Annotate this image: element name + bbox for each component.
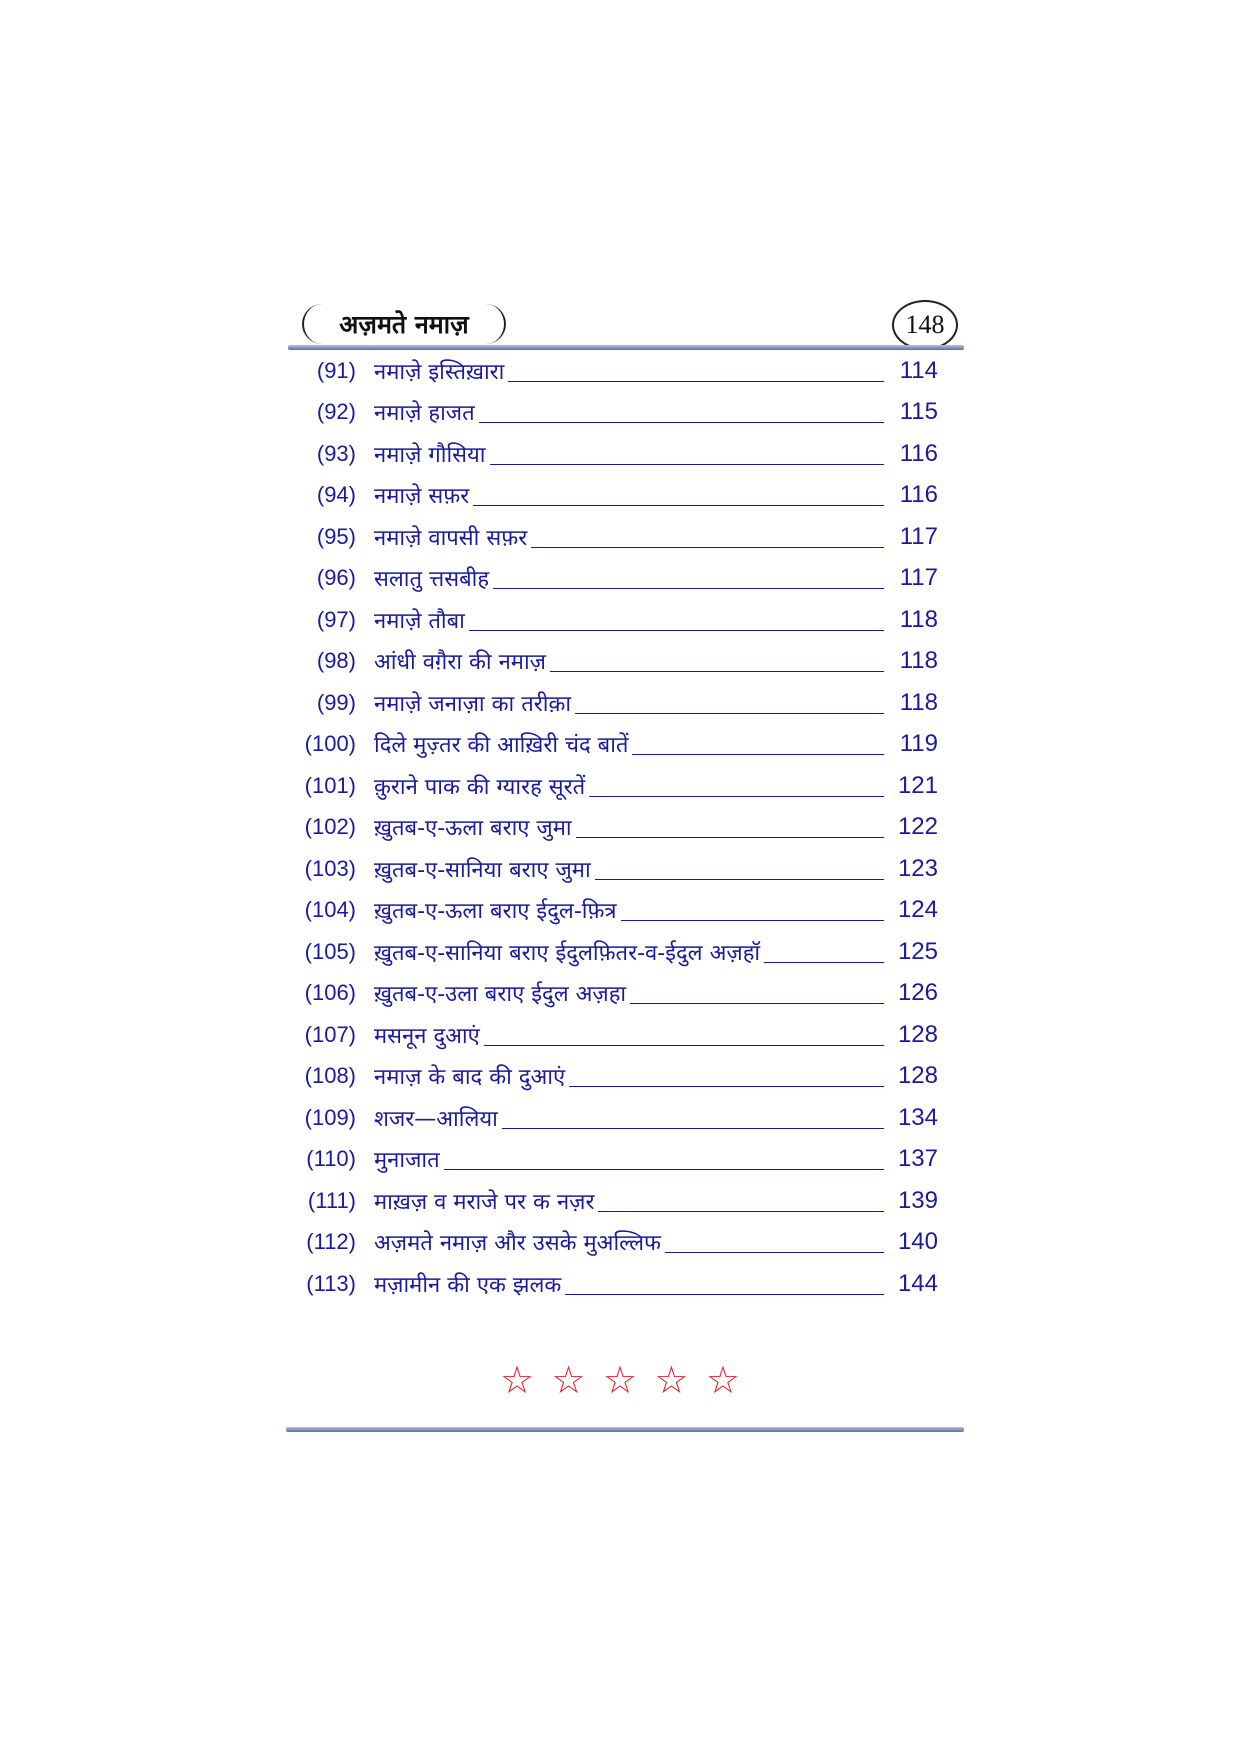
toc-row bbox=[288, 848, 938, 890]
toc-leader-line bbox=[531, 547, 884, 548]
toc-entry-page: 144 bbox=[897, 1269, 938, 1297]
toc-entry-page: 139 bbox=[897, 1186, 938, 1214]
toc-leader-line bbox=[569, 1086, 884, 1087]
toc-entry-page: 125 bbox=[897, 937, 938, 965]
toc-entry-title: ख़ुतब-ए-सानिया बराए जुमा bbox=[374, 857, 591, 883]
toc-entry-title: आंधी वग़ैरा की नमाज़ bbox=[374, 650, 546, 676]
toc-entry-title: नमाज़े सफ़र bbox=[374, 484, 470, 510]
toc-entry-page: 116 bbox=[899, 439, 938, 467]
toc-entry-title: शजर—आलिया bbox=[374, 1106, 498, 1132]
toc-row bbox=[288, 641, 938, 683]
toc-entry-title: अज़मते नमाज़ और उसके मुअल्लिफ bbox=[374, 1231, 661, 1257]
toc-row bbox=[288, 558, 938, 600]
toc-entry-number: (91) bbox=[316, 357, 356, 383]
toc-leader-line bbox=[576, 837, 884, 838]
toc-row bbox=[288, 807, 938, 849]
toc-row bbox=[288, 1097, 938, 1139]
page-number: 148 bbox=[892, 300, 958, 350]
star-icon: ☆ bbox=[705, 1358, 740, 1402]
toc-row bbox=[288, 350, 938, 392]
toc-entry-page: 118 bbox=[899, 688, 938, 716]
star-ornament bbox=[500, 1358, 740, 1402]
toc-entry-number: (104) bbox=[304, 897, 356, 923]
toc-leader-line bbox=[621, 920, 884, 921]
toc-row bbox=[288, 724, 938, 766]
toc-row bbox=[288, 682, 938, 724]
toc-entry-page: 118 bbox=[899, 605, 938, 633]
toc-entry-number: (99) bbox=[316, 689, 356, 715]
toc-row bbox=[288, 1139, 938, 1181]
toc-entry-page: 140 bbox=[897, 1228, 938, 1256]
table-of-contents bbox=[288, 350, 938, 1305]
toc-entry-title: माख़ज़ व मराजे पर क नज़र bbox=[374, 1189, 595, 1215]
toc-entry-title: नमाज़े जनाज़ा का तरीक़ा bbox=[374, 691, 572, 717]
toc-entry-number: (113) bbox=[306, 1270, 356, 1296]
toc-leader-line bbox=[630, 1003, 884, 1004]
toc-row bbox=[288, 1014, 938, 1056]
toc-entry-page: 134 bbox=[897, 1103, 938, 1131]
toc-entry-title: सलातु त्तसबीह bbox=[374, 567, 490, 593]
toc-entry-page: 137 bbox=[897, 1145, 938, 1173]
toc-leader-line bbox=[575, 713, 884, 714]
toc-leader-line bbox=[469, 630, 884, 631]
toc-entry-title: मुनाजात bbox=[374, 1148, 440, 1174]
toc-entry-number: (98) bbox=[316, 648, 356, 674]
toc-entry-title: दिले मुज़्तर की आख़िरी चंद बातें bbox=[374, 733, 629, 759]
toc-entry-page: 123 bbox=[897, 854, 938, 882]
toc-leader-line bbox=[479, 422, 884, 423]
toc-row bbox=[288, 516, 938, 558]
footer-divider bbox=[286, 1427, 964, 1432]
toc-entry-number: (100) bbox=[304, 731, 356, 757]
toc-row bbox=[288, 765, 938, 807]
toc-entry-number: (93) bbox=[316, 440, 356, 466]
toc-leader-line bbox=[589, 796, 884, 797]
toc-entry-number: (92) bbox=[316, 399, 356, 425]
toc-row bbox=[288, 392, 938, 434]
toc-leader-line bbox=[473, 505, 884, 506]
page-header bbox=[288, 304, 964, 348]
toc-entry-page: 116 bbox=[899, 481, 938, 509]
toc-entry-page: 122 bbox=[897, 813, 938, 841]
star-icon: ☆ bbox=[500, 1358, 535, 1402]
toc-entry-page: 114 bbox=[899, 356, 938, 384]
toc-leader-line bbox=[565, 1294, 884, 1295]
toc-row bbox=[288, 973, 938, 1015]
toc-leader-line bbox=[595, 879, 884, 880]
toc-leader-line bbox=[444, 1169, 884, 1170]
toc-leader-line bbox=[484, 1045, 884, 1046]
toc-entry-page: 126 bbox=[897, 979, 938, 1007]
toc-leader-line bbox=[490, 464, 885, 465]
toc-entry-number: (95) bbox=[316, 523, 356, 549]
toc-row bbox=[288, 1056, 938, 1098]
toc-entry-title: नमाज़ के बाद की दुआएं bbox=[374, 1065, 566, 1091]
toc-row bbox=[288, 890, 938, 932]
toc-entry-number: (94) bbox=[316, 482, 356, 508]
toc-leader-line bbox=[665, 1252, 884, 1253]
toc-leader-line bbox=[502, 1128, 884, 1129]
toc-entry-number: (101) bbox=[304, 772, 356, 798]
toc-entry-page: 124 bbox=[897, 896, 938, 924]
toc-row bbox=[288, 1180, 938, 1222]
toc-entry-title: मसनून दुआएं bbox=[374, 1023, 480, 1049]
toc-entry-number: (111) bbox=[307, 1187, 356, 1213]
toc-entry-page: 115 bbox=[899, 398, 938, 426]
toc-row bbox=[288, 475, 938, 517]
toc-entry-title: ख़ुतब-ए-ऊला बराए ईदुल-फ़ित्र bbox=[374, 899, 617, 925]
toc-entry-number: (107) bbox=[304, 1021, 356, 1047]
toc-entry-number: (103) bbox=[304, 855, 356, 881]
toc-entry-number: (96) bbox=[316, 565, 356, 591]
toc-entry-page: 121 bbox=[897, 771, 938, 799]
toc-entry-number: (97) bbox=[316, 606, 356, 632]
toc-row bbox=[288, 599, 938, 641]
toc-entry-page: 118 bbox=[899, 647, 938, 675]
toc-leader-line bbox=[764, 962, 884, 963]
toc-entry-number: (108) bbox=[304, 1063, 356, 1089]
toc-entry-title: नमाज़े हाजत bbox=[374, 401, 475, 427]
book-title: अज़मते नमाज़ bbox=[302, 304, 506, 344]
star-icon: ☆ bbox=[602, 1358, 638, 1402]
toc-leader-line bbox=[632, 754, 884, 755]
toc-entry-title: ख़ुतब-ए-सानिया बराए ईदुलफ़ितर-व-ईदुल अज़हॉ bbox=[374, 940, 761, 966]
toc-leader-line bbox=[598, 1211, 884, 1212]
toc-leader-line bbox=[493, 588, 884, 589]
toc-entry-title: क़ुराने पाक की ग्यारह सूरतें bbox=[374, 774, 586, 800]
toc-entry-title: ख़ुतब-ए-ऊला बराए जुमा bbox=[374, 816, 572, 842]
toc-entry-number: (102) bbox=[304, 814, 356, 840]
toc-entry-number: (105) bbox=[304, 938, 356, 964]
toc-row bbox=[288, 1263, 938, 1305]
toc-entry-number: (109) bbox=[304, 1104, 356, 1130]
toc-entry-title: नमाज़े वापसी सफ़र bbox=[374, 525, 528, 551]
toc-entry-title: नमाज़े गौसिया bbox=[374, 442, 486, 468]
toc-entry-number: (110) bbox=[306, 1146, 356, 1172]
toc-row bbox=[288, 931, 938, 973]
toc-entry-page: 117 bbox=[899, 522, 938, 550]
toc-entry-title: नमाज़े इस्तिख़ारा bbox=[374, 359, 505, 385]
toc-entry-page: 119 bbox=[899, 730, 938, 758]
toc-leader-line bbox=[550, 671, 884, 672]
toc-entry-title: ख़ुतब-ए-उला बराए ईदुल अज़हा bbox=[374, 982, 627, 1008]
toc-row bbox=[288, 433, 938, 475]
star-icon: ☆ bbox=[654, 1358, 689, 1402]
toc-entry-title: नमाज़े तौबा bbox=[374, 608, 465, 634]
toc-entry-title: मज़ामीन की एक झलक bbox=[374, 1272, 562, 1298]
toc-leader-line bbox=[508, 381, 884, 382]
toc-entry-page: 117 bbox=[899, 564, 938, 592]
toc-entry-page: 128 bbox=[897, 1062, 938, 1090]
star-icon: ☆ bbox=[551, 1358, 586, 1402]
toc-entry-number: (112) bbox=[306, 1229, 356, 1255]
toc-entry-number: (106) bbox=[304, 980, 356, 1006]
toc-row bbox=[288, 1222, 938, 1264]
toc-entry-page: 128 bbox=[897, 1020, 938, 1048]
